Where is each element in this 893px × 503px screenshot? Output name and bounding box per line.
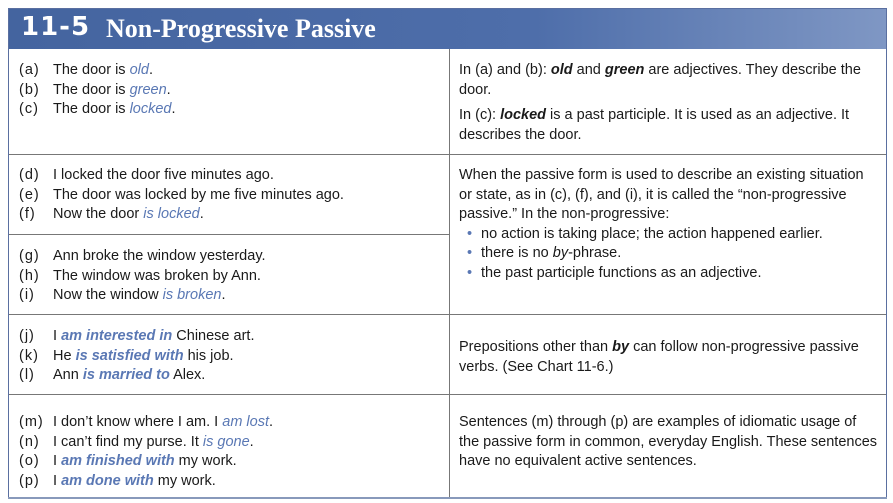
example-o: (o) I am finished with my work. [19, 453, 237, 469]
example-h: (h) The window was broken by Ann. [19, 267, 261, 284]
grammar-chart [8, 8, 887, 498]
explanation-bullets [459, 225, 879, 284]
explanation-idiomatic: Sentences (m) through (p) are examples of idiomatic usage of the passive form in common, everyday English. These sentences have no equivalent active sentences. [459, 414, 878, 469]
section-divider-3 [9, 394, 886, 395]
explanation-non-progressive [459, 166, 879, 283]
bullet-2: • there is no by-phrase. [459, 244, 879, 264]
example-e: (e) The door was locked by me five minutes ago. [19, 186, 344, 203]
examples-j-l [19, 327, 254, 386]
examples-a-c [19, 61, 176, 120]
group-divider [9, 234, 449, 235]
example-f: (f) Now the door is locked. [19, 206, 204, 222]
examples-d-f [19, 166, 344, 225]
chart-title: Non-Progressive Passive [106, 14, 376, 43]
explanation-intro: When the passive form is used to describe an existing situation or state, as in (c), (f), and (i), it is called the “non-progressive passive.” In the non-progressive: [459, 167, 864, 222]
bullet-1: • no action is taking place; the action happened earlier. [459, 225, 879, 245]
chart-body [9, 49, 886, 497]
example-g: (g) Ann broke the window yesterday. [19, 248, 266, 264]
explanation-a-c-p2: In (c): locked is a past participle. It is used as an adjective. It describes the door. [459, 107, 850, 143]
column-divider [449, 49, 450, 497]
section-divider-2 [9, 314, 886, 315]
examples-m-p [19, 413, 273, 491]
bullet-3: • the past participle functions as an adjective. [459, 264, 879, 284]
chart-header [9, 9, 886, 49]
example-k: (k) He is satisfied with his job. [19, 347, 234, 364]
example-l: (l) Ann is married to Alex. [19, 367, 206, 383]
example-p: (p) I am done with my work. [19, 472, 216, 489]
examples-g-i [19, 247, 266, 306]
bottom-rule [8, 497, 887, 499]
example-a: (a) The door is old. [19, 62, 153, 78]
chart-number: 11-5 [21, 12, 91, 42]
explanation-a-c-p1: In (a) and (b): old and green are adjectives. They describe the door. [459, 62, 861, 98]
example-c: (c) The door is locked. [19, 101, 176, 117]
section-divider-1 [9, 154, 886, 155]
example-n: (n) I can’t find my purse. It is gone. [19, 433, 254, 450]
example-b: (b) The door is green. [19, 81, 171, 98]
explanation-prepositions: Prepositions other than by can follow non-progressive passive verbs. (See Chart 11-6.) [459, 339, 859, 375]
example-i: (i) Now the window is broken. [19, 287, 226, 303]
explanation-a-c [459, 61, 879, 145]
example-d: (d) I locked the door five minutes ago. [19, 167, 274, 183]
example-j: (j) I am interested in Chinese art. [19, 328, 255, 344]
example-m: (m) I don’t know where I am. I am lost. [19, 414, 274, 430]
